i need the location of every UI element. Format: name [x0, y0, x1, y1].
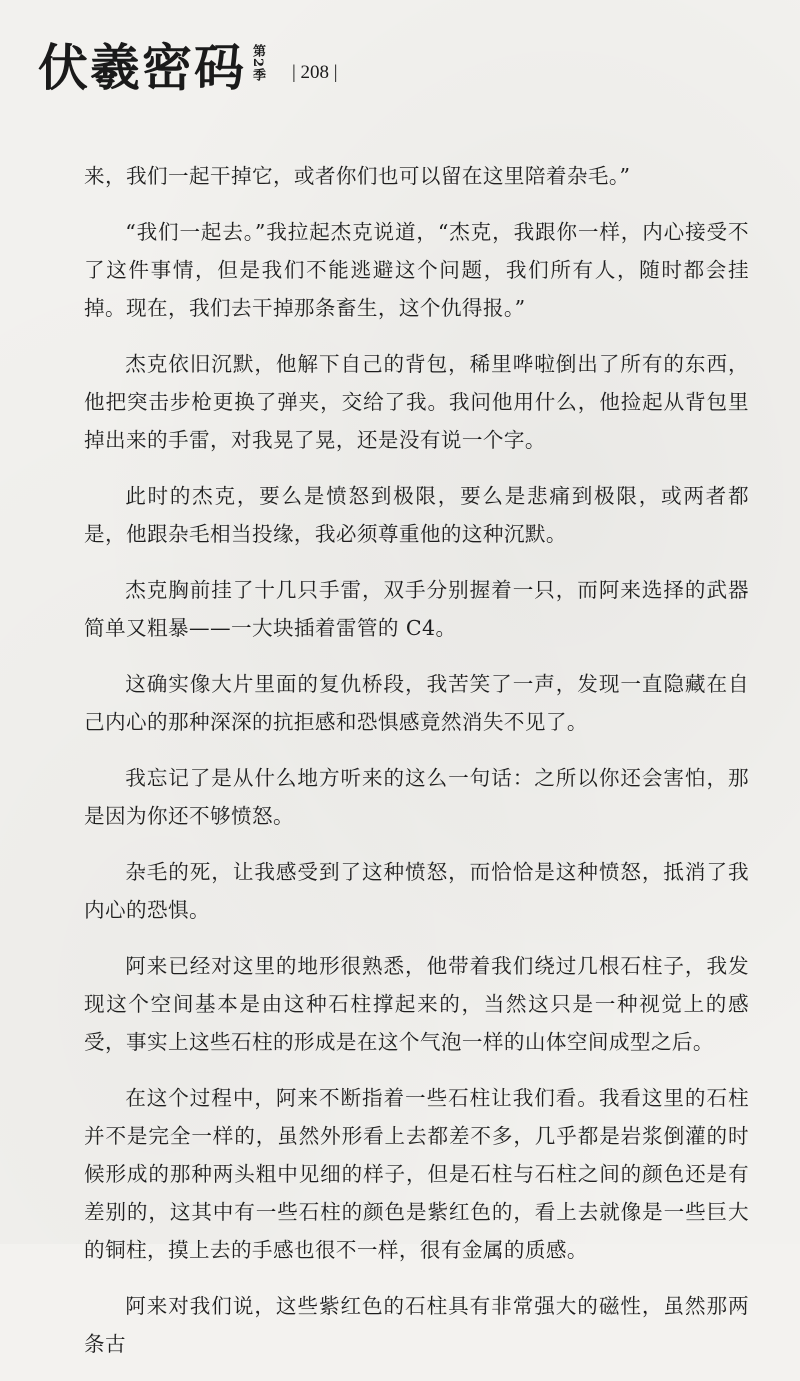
paragraph: 杰克依旧沉默，他解下自己的背包，稀里哗啦倒出了所有的东西，他把突击步枪更换了弹夹，交给了我。我问他用什么，他捡起从背包里掉出来的手雷，对我晃了晃，还是没有说一个字。: [84, 352, 749, 452]
paragraph: 来，我们一起干掉它，或者你们也可以留在这里陪着杂毛。”: [84, 164, 631, 188]
paragraph: 阿来已经对这里的地形很熟悉，他带着我们绕过几根石柱子，我发现这个空间基本是由这种石柱撑起来的，当然这只是一种视觉上的感受，事实上这些石柱的形成是在这个气泡一样的山体空间成型之后。: [84, 954, 749, 1054]
paragraph: 阿来对我们说，这些紫红色的石柱具有非常强大的磁性，虽然那两条古: [84, 1294, 749, 1356]
paragraph: 杰克胸前挂了十几只手雷，双手分别握着一只，而阿来选择的武器简单又粗暴——一大块插着雷管的 C4。: [84, 578, 749, 640]
paragraph: “我们一起去。”我拉起杰克说道，“杰克，我跟你一样，内心接受不了这件事情，但是我们不能逃避这个问题，我们所有人，随时都会挂掉。现在，我们去干掉那条畜生，这个仇得报。”: [84, 220, 749, 320]
paragraph: 在这个过程中，阿来不断指着一些石柱让我们看。我看这里的石柱并不是完全一样的，虽然外形看上去都差不多，几乎都是岩浆倒灌的时候形成的那种两头粗中见细的样子，但是石柱与石柱之间的颜色还是有差别的，这其中有一些石柱的颜色是紫红色的，看上去就像是一些巨大的铜柱，摸上去的手感也很不一样，很有金属的质感。: [84, 1086, 749, 1262]
season-label: 第2季: [250, 44, 265, 83]
page-header: [38, 40, 338, 100]
body-text: [84, 157, 749, 1381]
book-title: 伏羲密码: [38, 38, 246, 97]
paragraph: 这确实像大片里面的复仇桥段，我苦笑了一声，发现一直隐藏在自己内心的那种深深的抗拒感和恐惧感竟然消失不见了。: [84, 672, 749, 734]
paragraph: 杂毛的死，让我感受到了这种愤怒，而恰恰是这种愤怒，抵消了我内心的恐惧。: [84, 860, 749, 922]
page-number: | 208 |: [292, 62, 338, 83]
paragraph: 此时的杰克，要么是愤怒到极限，要么是悲痛到极限，或两者都是，他跟杂毛相当投缘，我必须尊重他的这种沉默。: [84, 484, 749, 546]
paragraph: 我忘记了是从什么地方听来的这么一句话：之所以你还会害怕，那是因为你还不够愤怒。: [84, 766, 749, 828]
